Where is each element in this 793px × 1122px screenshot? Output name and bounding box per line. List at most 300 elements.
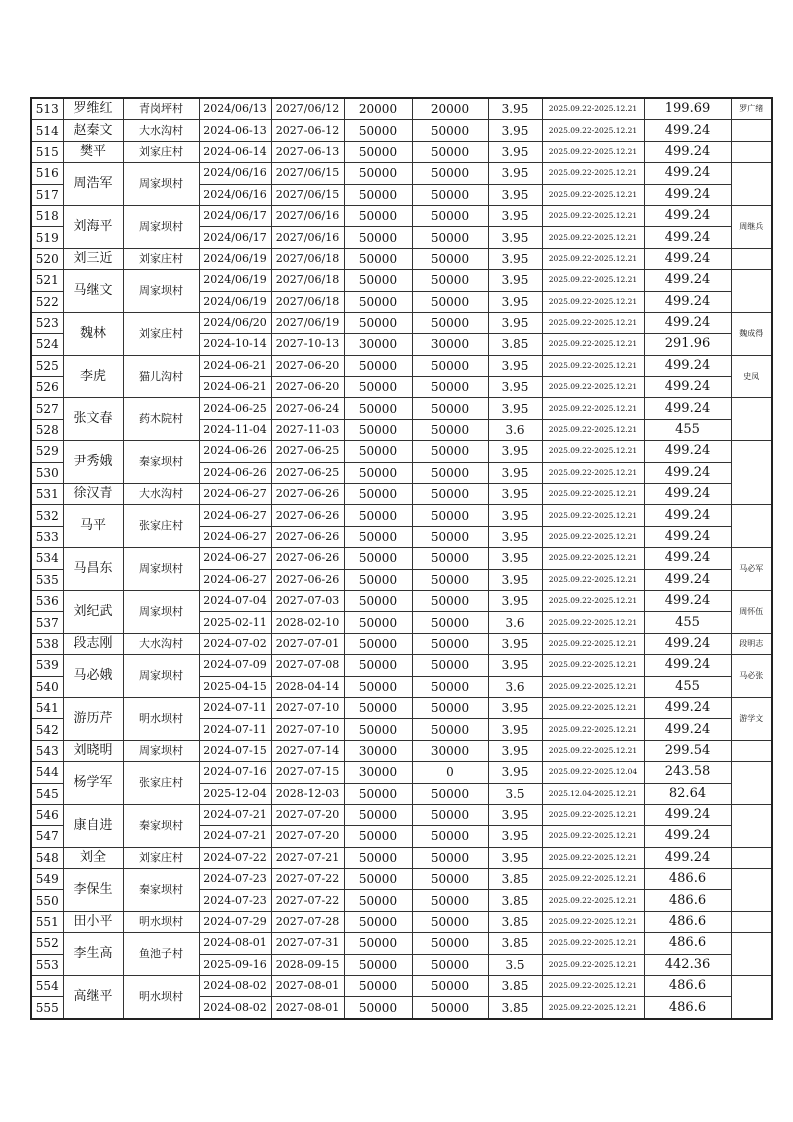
loan-balance: 50000 xyxy=(412,548,488,569)
loan-start-date: 2024-07-04 xyxy=(199,590,271,611)
village: 秦家坝村 xyxy=(123,869,199,912)
loan-end-date: 2027-06-26 xyxy=(271,505,344,526)
loan-start-date: 2024/06/13 xyxy=(199,98,271,120)
interest-rate: 3.85 xyxy=(488,890,542,911)
loan-balance: 50000 xyxy=(412,804,488,825)
table-row xyxy=(31,655,772,676)
table-row xyxy=(31,590,772,611)
loan-amount: 50000 xyxy=(344,270,412,291)
loan-end-date: 2027-07-08 xyxy=(271,655,344,676)
loan-end-date: 2027-07-15 xyxy=(271,762,344,783)
loan-start-date: 2024-10-14 xyxy=(199,334,271,355)
interest-amount: 499.24 xyxy=(644,205,731,226)
village: 秦家坝村 xyxy=(123,804,199,847)
loan-start-date: 2024/06/16 xyxy=(199,163,271,184)
interest-period: 2025.09.22-2025.12.21 xyxy=(542,697,644,718)
row-number: 517 xyxy=(31,184,63,205)
interest-rate: 3.5 xyxy=(488,954,542,975)
loan-balance: 50000 xyxy=(412,355,488,376)
interest-period: 2025.09.22-2025.12.21 xyxy=(542,740,644,761)
note xyxy=(731,976,772,1019)
row-number: 546 xyxy=(31,804,63,825)
loan-start-date: 2024-07-11 xyxy=(199,697,271,718)
interest-amount: 499.24 xyxy=(644,847,731,868)
loan-end-date: 2027-06-20 xyxy=(271,377,344,398)
interest-amount: 499.24 xyxy=(644,526,731,547)
table-row xyxy=(31,205,772,226)
interest-rate: 3.95 xyxy=(488,270,542,291)
interest-rate: 3.95 xyxy=(488,847,542,868)
interest-period: 2025.09.22-2025.12.21 xyxy=(542,590,644,611)
borrower-name: 刘晓明 xyxy=(63,740,123,761)
loan-start-date: 2024-06-13 xyxy=(199,120,271,141)
interest-period: 2025.09.22-2025.12.21 xyxy=(542,184,644,205)
row-number: 538 xyxy=(31,633,63,654)
note: 游学文 xyxy=(731,697,772,740)
loan-amount: 50000 xyxy=(344,911,412,932)
row-number: 531 xyxy=(31,484,63,505)
interest-period: 2025.09.22-2025.12.21 xyxy=(542,141,644,162)
loan-balance: 50000 xyxy=(412,783,488,804)
interest-amount: 499.24 xyxy=(644,697,731,718)
loan-end-date: 2027-06-20 xyxy=(271,355,344,376)
loan-start-date: 2024-11-04 xyxy=(199,419,271,440)
borrower-name: 刘三近 xyxy=(63,248,123,269)
loan-amount: 50000 xyxy=(344,312,412,333)
row-number: 519 xyxy=(31,227,63,248)
loan-balance: 50000 xyxy=(412,847,488,868)
interest-period: 2025.09.22-2025.12.21 xyxy=(542,98,644,120)
loan-amount: 50000 xyxy=(344,205,412,226)
interest-amount: 442.36 xyxy=(644,954,731,975)
loan-end-date: 2027/06/18 xyxy=(271,248,344,269)
note xyxy=(731,847,772,868)
borrower-name: 杨学军 xyxy=(63,762,123,805)
table-row xyxy=(31,141,772,162)
interest-rate: 3.85 xyxy=(488,997,542,1019)
loan-end-date: 2027-06-26 xyxy=(271,548,344,569)
loan-end-date: 2027-07-01 xyxy=(271,633,344,654)
note: 马必张 xyxy=(731,655,772,698)
loan-start-date: 2024-06-21 xyxy=(199,355,271,376)
table-row xyxy=(31,312,772,333)
village: 鱼池子村 xyxy=(123,933,199,976)
loan-amount: 50000 xyxy=(344,398,412,419)
loan-balance: 50000 xyxy=(412,484,488,505)
interest-rate: 3.95 xyxy=(488,377,542,398)
loan-start-date: 2025-04-15 xyxy=(199,676,271,697)
loan-start-date: 2024-08-02 xyxy=(199,976,271,997)
table-row xyxy=(31,933,772,954)
loan-interest-table xyxy=(30,97,773,1020)
village: 周家坝村 xyxy=(123,270,199,313)
table-row xyxy=(31,163,772,184)
loan-start-date: 2024-06-14 xyxy=(199,141,271,162)
interest-rate: 3.95 xyxy=(488,697,542,718)
note xyxy=(731,869,772,912)
interest-amount: 499.24 xyxy=(644,719,731,740)
loan-balance: 30000 xyxy=(412,334,488,355)
loan-balance: 50000 xyxy=(412,697,488,718)
borrower-name: 刘海平 xyxy=(63,205,123,248)
row-number: 541 xyxy=(31,697,63,718)
borrower-name: 张文春 xyxy=(63,398,123,441)
village: 药木院村 xyxy=(123,398,199,441)
village: 秦家坝村 xyxy=(123,441,199,484)
loan-amount: 50000 xyxy=(344,548,412,569)
loan-amount: 50000 xyxy=(344,933,412,954)
interest-period: 2025.09.22-2025.12.21 xyxy=(542,441,644,462)
interest-rate: 3.6 xyxy=(488,419,542,440)
interest-amount: 82.64 xyxy=(644,783,731,804)
loan-amount: 50000 xyxy=(344,847,412,868)
loan-amount: 50000 xyxy=(344,655,412,676)
row-number: 536 xyxy=(31,590,63,611)
interest-rate: 3.85 xyxy=(488,869,542,890)
row-number: 548 xyxy=(31,847,63,868)
loan-start-date: 2024-06-27 xyxy=(199,505,271,526)
loan-balance: 50000 xyxy=(412,954,488,975)
interest-period: 2025.09.22-2025.12.21 xyxy=(542,890,644,911)
village: 周家坝村 xyxy=(123,590,199,633)
loan-start-date: 2024/06/19 xyxy=(199,270,271,291)
row-number: 532 xyxy=(31,505,63,526)
interest-period: 2025.09.22-2025.12.21 xyxy=(542,398,644,419)
table-row xyxy=(31,740,772,761)
interest-period: 2025.09.22-2025.12.21 xyxy=(542,826,644,847)
row-number: 553 xyxy=(31,954,63,975)
interest-period: 2025.09.22-2025.12.21 xyxy=(542,248,644,269)
loan-amount: 50000 xyxy=(344,826,412,847)
row-number: 521 xyxy=(31,270,63,291)
loan-amount: 50000 xyxy=(344,676,412,697)
borrower-name: 李生高 xyxy=(63,933,123,976)
loan-start-date: 2025-09-16 xyxy=(199,954,271,975)
borrower-name: 尹秀娥 xyxy=(63,441,123,484)
borrower-name: 康自进 xyxy=(63,804,123,847)
note xyxy=(731,441,772,505)
interest-rate: 3.95 xyxy=(488,227,542,248)
loan-balance: 50000 xyxy=(412,205,488,226)
row-number: 513 xyxy=(31,98,63,120)
borrower-name: 马继文 xyxy=(63,270,123,313)
village: 刘家庄村 xyxy=(123,248,199,269)
interest-amount: 499.24 xyxy=(644,248,731,269)
loan-amount: 50000 xyxy=(344,120,412,141)
loan-start-date: 2024-06-27 xyxy=(199,569,271,590)
loan-end-date: 2027/06/16 xyxy=(271,205,344,226)
loan-start-date: 2024-06-26 xyxy=(199,441,271,462)
loan-balance: 50000 xyxy=(412,869,488,890)
note: 段明志 xyxy=(731,633,772,654)
interest-period: 2025.09.22-2025.12.21 xyxy=(542,655,644,676)
interest-period: 2025.09.22-2025.12.21 xyxy=(542,719,644,740)
interest-period: 2025.09.22-2025.12.21 xyxy=(542,377,644,398)
interest-rate: 3.85 xyxy=(488,933,542,954)
village: 周家坝村 xyxy=(123,655,199,698)
note: 马必军 xyxy=(731,548,772,591)
loan-amount: 50000 xyxy=(344,441,412,462)
interest-rate: 3.95 xyxy=(488,548,542,569)
loan-end-date: 2027-06-12 xyxy=(271,120,344,141)
loan-amount: 50000 xyxy=(344,526,412,547)
village: 猫儿沟村 xyxy=(123,355,199,398)
note: 史凤 xyxy=(731,355,772,398)
interest-period: 2025.09.22-2025.12.21 xyxy=(542,334,644,355)
interest-rate: 3.85 xyxy=(488,976,542,997)
loan-balance: 50000 xyxy=(412,569,488,590)
row-number: 549 xyxy=(31,869,63,890)
note xyxy=(731,911,772,932)
interest-period: 2025.09.22-2025.12.21 xyxy=(542,569,644,590)
interest-amount: 499.24 xyxy=(644,120,731,141)
interest-period: 2025.09.22-2025.12.21 xyxy=(542,270,644,291)
borrower-name: 田小平 xyxy=(63,911,123,932)
row-number: 547 xyxy=(31,826,63,847)
loan-amount: 50000 xyxy=(344,291,412,312)
interest-amount: 499.24 xyxy=(644,355,731,376)
interest-rate: 3.95 xyxy=(488,526,542,547)
village: 周家坝村 xyxy=(123,163,199,206)
interest-rate: 3.95 xyxy=(488,826,542,847)
interest-period: 2025.09.22-2025.12.21 xyxy=(542,505,644,526)
note xyxy=(731,248,772,269)
village: 周家坝村 xyxy=(123,740,199,761)
loan-amount: 50000 xyxy=(344,997,412,1019)
note xyxy=(731,505,772,548)
loan-end-date: 2027-07-28 xyxy=(271,911,344,932)
row-number: 527 xyxy=(31,398,63,419)
loan-amount: 50000 xyxy=(344,954,412,975)
loan-balance: 50000 xyxy=(412,248,488,269)
loan-amount: 50000 xyxy=(344,612,412,633)
table-body xyxy=(31,98,772,1019)
loan-end-date: 2027-07-14 xyxy=(271,740,344,761)
borrower-name: 樊平 xyxy=(63,141,123,162)
interest-period: 2025.09.22-2025.12.21 xyxy=(542,847,644,868)
village: 明水坝村 xyxy=(123,697,199,740)
loan-end-date: 2027-06-26 xyxy=(271,569,344,590)
loan-end-date: 2027/06/16 xyxy=(271,227,344,248)
loan-start-date: 2024/06/17 xyxy=(199,205,271,226)
loan-start-date: 2025-02-11 xyxy=(199,612,271,633)
loan-end-date: 2027/06/18 xyxy=(271,291,344,312)
row-number: 524 xyxy=(31,334,63,355)
loan-end-date: 2028-09-15 xyxy=(271,954,344,975)
interest-period: 2025.09.22-2025.12.21 xyxy=(542,163,644,184)
loan-balance: 50000 xyxy=(412,419,488,440)
loan-balance: 50000 xyxy=(412,890,488,911)
table-row xyxy=(31,505,772,526)
row-number: 545 xyxy=(31,783,63,804)
interest-period: 2025.09.22-2025.12.21 xyxy=(542,419,644,440)
loan-amount: 50000 xyxy=(344,227,412,248)
note xyxy=(731,740,772,761)
row-number: 554 xyxy=(31,976,63,997)
table-row xyxy=(31,633,772,654)
row-number: 539 xyxy=(31,655,63,676)
interest-period: 2025.09.22-2025.12.21 xyxy=(542,633,644,654)
interest-period: 2025.09.22-2025.12.21 xyxy=(542,869,644,890)
loan-end-date: 2027-07-10 xyxy=(271,697,344,718)
loan-end-date: 2028-04-14 xyxy=(271,676,344,697)
interest-period: 2025.09.22-2025.12.21 xyxy=(542,911,644,932)
interest-amount: 499.24 xyxy=(644,462,731,483)
loan-start-date: 2024-07-02 xyxy=(199,633,271,654)
loan-balance: 50000 xyxy=(412,163,488,184)
loan-balance: 50000 xyxy=(412,184,488,205)
borrower-name: 刘纪武 xyxy=(63,590,123,633)
loan-start-date: 2024-06-21 xyxy=(199,377,271,398)
table-row xyxy=(31,98,772,120)
note xyxy=(731,762,772,805)
interest-period: 2025.09.22-2025.12.04 xyxy=(542,762,644,783)
loan-amount: 50000 xyxy=(344,869,412,890)
interest-rate: 3.95 xyxy=(488,312,542,333)
loan-amount: 50000 xyxy=(344,590,412,611)
interest-amount: 499.24 xyxy=(644,377,731,398)
interest-rate: 3.95 xyxy=(488,120,542,141)
interest-amount: 499.24 xyxy=(644,484,731,505)
table-row xyxy=(31,484,772,505)
interest-period: 2025.09.22-2025.12.21 xyxy=(542,462,644,483)
loan-amount: 50000 xyxy=(344,890,412,911)
loan-end-date: 2027-11-03 xyxy=(271,419,344,440)
interest-rate: 3.6 xyxy=(488,612,542,633)
borrower-name: 马平 xyxy=(63,505,123,548)
loan-start-date: 2024/06/17 xyxy=(199,227,271,248)
interest-amount: 499.24 xyxy=(644,655,731,676)
row-number: 544 xyxy=(31,762,63,783)
village: 明水坝村 xyxy=(123,911,199,932)
note xyxy=(731,120,772,141)
loan-start-date: 2024/06/19 xyxy=(199,248,271,269)
village: 明水坝村 xyxy=(123,976,199,1019)
village: 刘家庄村 xyxy=(123,141,199,162)
loan-amount: 50000 xyxy=(344,419,412,440)
loan-end-date: 2027/06/15 xyxy=(271,184,344,205)
interest-rate: 3.6 xyxy=(488,676,542,697)
row-number: 550 xyxy=(31,890,63,911)
interest-amount: 486.6 xyxy=(644,890,731,911)
interest-rate: 3.85 xyxy=(488,334,542,355)
interest-period: 2025.09.22-2025.12.21 xyxy=(542,355,644,376)
borrower-name: 李保生 xyxy=(63,869,123,912)
borrower-name: 高继平 xyxy=(63,976,123,1019)
row-number: 520 xyxy=(31,248,63,269)
loan-balance: 20000 xyxy=(412,98,488,120)
interest-amount: 499.24 xyxy=(644,505,731,526)
loan-amount: 20000 xyxy=(344,98,412,120)
row-number: 552 xyxy=(31,933,63,954)
row-number: 537 xyxy=(31,612,63,633)
loan-amount: 50000 xyxy=(344,163,412,184)
loan-end-date: 2028-12-03 xyxy=(271,783,344,804)
loan-amount: 50000 xyxy=(344,141,412,162)
interest-amount: 499.24 xyxy=(644,163,731,184)
loan-amount: 30000 xyxy=(344,762,412,783)
interest-period: 2025.09.22-2025.12.21 xyxy=(542,312,644,333)
loan-balance: 50000 xyxy=(412,441,488,462)
interest-period: 2025.09.22-2025.12.21 xyxy=(542,997,644,1019)
note xyxy=(731,270,772,313)
loan-end-date: 2027/06/15 xyxy=(271,163,344,184)
loan-end-date: 2027-07-31 xyxy=(271,933,344,954)
loan-end-date: 2028-02-10 xyxy=(271,612,344,633)
village: 周家坝村 xyxy=(123,205,199,248)
table-row xyxy=(31,248,772,269)
loan-end-date: 2027-07-20 xyxy=(271,826,344,847)
borrower-name: 周浩军 xyxy=(63,163,123,206)
loan-end-date: 2027-06-25 xyxy=(271,462,344,483)
interest-period: 2025.12.04-2025.12.21 xyxy=(542,783,644,804)
interest-amount: 455 xyxy=(644,419,731,440)
interest-amount: 499.24 xyxy=(644,184,731,205)
interest-rate: 3.95 xyxy=(488,740,542,761)
borrower-name: 罗维红 xyxy=(63,98,123,120)
table-row xyxy=(31,355,772,376)
loan-balance: 50000 xyxy=(412,270,488,291)
table-row xyxy=(31,270,772,291)
interest-rate: 3.95 xyxy=(488,804,542,825)
loan-start-date: 2024-06-26 xyxy=(199,462,271,483)
village: 大水沟村 xyxy=(123,633,199,654)
table-row xyxy=(31,548,772,569)
row-number: 535 xyxy=(31,569,63,590)
loan-amount: 30000 xyxy=(344,334,412,355)
interest-amount: 499.24 xyxy=(644,398,731,419)
loan-balance: 50000 xyxy=(412,612,488,633)
loan-start-date: 2024-06-27 xyxy=(199,548,271,569)
interest-period: 2025.09.22-2025.12.21 xyxy=(542,612,644,633)
interest-period: 2025.09.22-2025.12.21 xyxy=(542,227,644,248)
row-number: 540 xyxy=(31,676,63,697)
interest-amount: 299.54 xyxy=(644,740,731,761)
loan-balance: 50000 xyxy=(412,505,488,526)
borrower-name: 马昌东 xyxy=(63,548,123,591)
loan-start-date: 2024-07-29 xyxy=(199,911,271,932)
borrower-name: 赵秦文 xyxy=(63,120,123,141)
loan-start-date: 2024-06-27 xyxy=(199,526,271,547)
interest-rate: 3.95 xyxy=(488,141,542,162)
interest-amount: 486.6 xyxy=(644,997,731,1019)
interest-rate: 3.95 xyxy=(488,398,542,419)
loan-balance: 0 xyxy=(412,762,488,783)
loan-end-date: 2027-08-01 xyxy=(271,976,344,997)
village: 大水沟村 xyxy=(123,484,199,505)
loan-end-date: 2027-06-26 xyxy=(271,484,344,505)
interest-amount: 455 xyxy=(644,612,731,633)
loan-balance: 50000 xyxy=(412,291,488,312)
interest-period: 2025.09.22-2025.12.21 xyxy=(542,205,644,226)
interest-amount: 486.6 xyxy=(644,911,731,932)
interest-rate: 3.95 xyxy=(488,205,542,226)
interest-period: 2025.09.22-2025.12.21 xyxy=(542,120,644,141)
loan-end-date: 2027-07-03 xyxy=(271,590,344,611)
borrower-name: 刘全 xyxy=(63,847,123,868)
loan-balance: 50000 xyxy=(412,526,488,547)
interest-period: 2025.09.22-2025.12.21 xyxy=(542,291,644,312)
interest-rate: 3.95 xyxy=(488,462,542,483)
row-number: 514 xyxy=(31,120,63,141)
village: 刘家庄村 xyxy=(123,847,199,868)
row-number: 555 xyxy=(31,997,63,1019)
loan-balance: 50000 xyxy=(412,312,488,333)
loan-end-date: 2027-07-22 xyxy=(271,869,344,890)
loan-balance: 30000 xyxy=(412,740,488,761)
loan-end-date: 2027-06-24 xyxy=(271,398,344,419)
loan-balance: 50000 xyxy=(412,398,488,419)
